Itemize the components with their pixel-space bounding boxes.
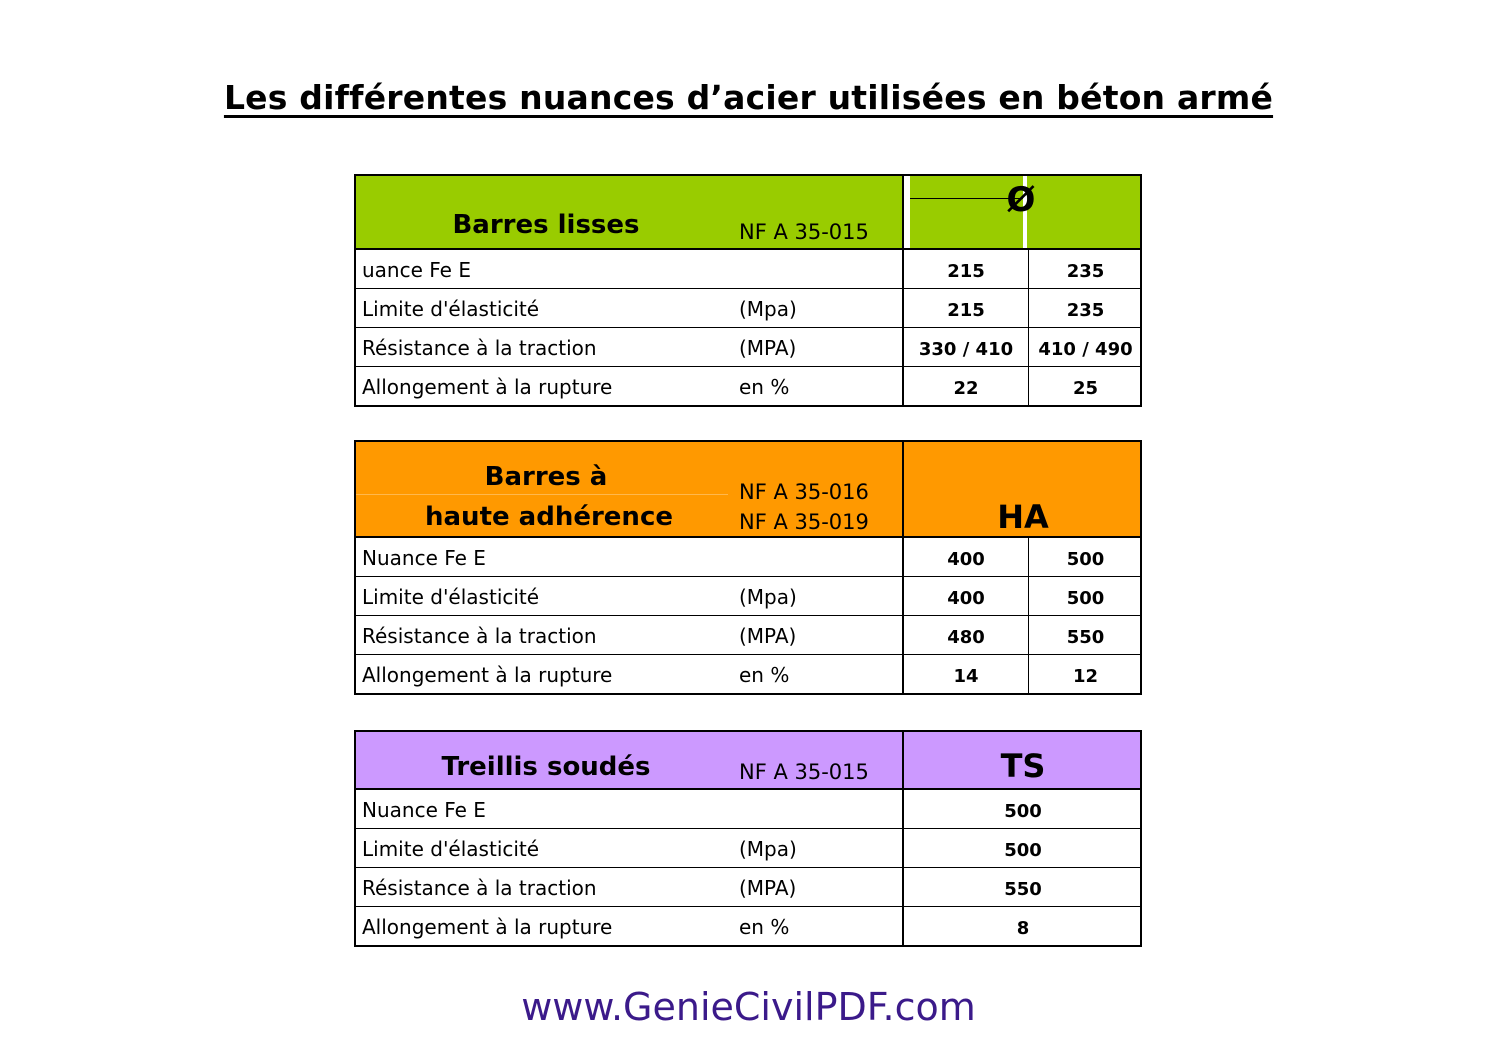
row-value-1: 400 [947,549,985,570]
row-value-2: 550 [1066,627,1105,648]
row-label: Résistance à la traction [362,876,597,900]
table-header [356,732,1140,790]
row-value-2: 500 [1066,549,1105,570]
row-value-1: 14 [953,666,979,687]
table-heading-line-1: Barres à [484,462,608,492]
header-white-gap [904,176,910,248]
row-label: Nuance Fe E [362,546,486,570]
norm-label: NF A 35-015 [739,220,869,244]
ha-symbol: HA [997,498,1049,536]
table-row [356,907,1140,945]
page-title: Les différentes nuances d’acier utilisées en béton armé [223,78,1274,117]
row-value: 500 [1004,840,1042,861]
table-header [356,442,1140,538]
table-barres-ha [354,440,1142,695]
row-value-1: 330 / 410 [918,339,1014,360]
table-row [356,790,1140,829]
row-unit: en % [739,915,790,939]
table-heading: Barres lisses [452,210,640,240]
table-row [356,250,1140,289]
ts-symbol: TS [1000,747,1046,785]
norm-label-2: NF A 35-019 [739,510,869,534]
row-unit: (Mpa) [739,837,797,861]
table-row [356,328,1140,367]
row-unit: en % [739,663,790,687]
row-value-2: 500 [1066,588,1105,609]
row-value: 550 [1004,879,1042,900]
row-label: Allongement à la rupture [362,915,613,939]
row-label: Allongement à la rupture [362,375,613,399]
row-unit: (Mpa) [739,297,797,321]
row-value: 8 [1016,918,1030,939]
table-row [356,829,1140,868]
row-value-1: 400 [947,588,985,609]
row-label: Allongement à la rupture [362,663,613,687]
row-value-1: 22 [953,378,979,399]
diameter-symbol: Ø [1006,180,1036,220]
table-row [356,538,1140,577]
row-label: Résistance à la traction [362,624,597,648]
row-unit: en % [739,375,790,399]
norm-label-1: NF A 35-016 [739,480,869,504]
row-label: uance Fe E [362,258,471,282]
row-label: Limite d'élasticité [362,837,540,861]
table-row [356,367,1140,405]
row-value-2: 235 [1066,300,1105,321]
row-value: 500 [1004,801,1042,822]
row-label: Limite d'élasticité [362,585,540,609]
table-row [356,868,1140,907]
header-thin-line [356,494,728,495]
row-value-1: 215 [947,300,985,321]
row-unit: (MPA) [739,336,797,360]
website-link[interactable]: www.GenieCivilPDF.com [521,985,976,1029]
row-unit: (MPA) [739,876,797,900]
row-value-2: 410 / 490 [1038,339,1133,360]
row-unit: (MPA) [739,624,797,648]
row-label: Nuance Fe E [362,798,486,822]
row-value-1: 215 [947,261,985,282]
table-row [356,655,1140,693]
table-row [356,577,1140,616]
row-value-2: 25 [1072,378,1099,399]
row-label: Résistance à la traction [362,336,597,360]
row-value-2: 235 [1066,261,1105,282]
table-header [356,176,1140,250]
table-row [356,616,1140,655]
row-value-1: 480 [947,627,985,648]
table-barres-lisses [354,174,1142,407]
row-label: Limite d'élasticité [362,297,540,321]
table-heading-line-2: haute adhérence [425,502,673,532]
table-treillis-soudes [354,730,1142,947]
row-unit: (Mpa) [739,585,797,609]
norm-label: NF A 35-015 [739,760,869,784]
table-heading: Treillis soudés [441,752,651,782]
row-value-2: 12 [1072,666,1099,687]
table-row [356,289,1140,328]
